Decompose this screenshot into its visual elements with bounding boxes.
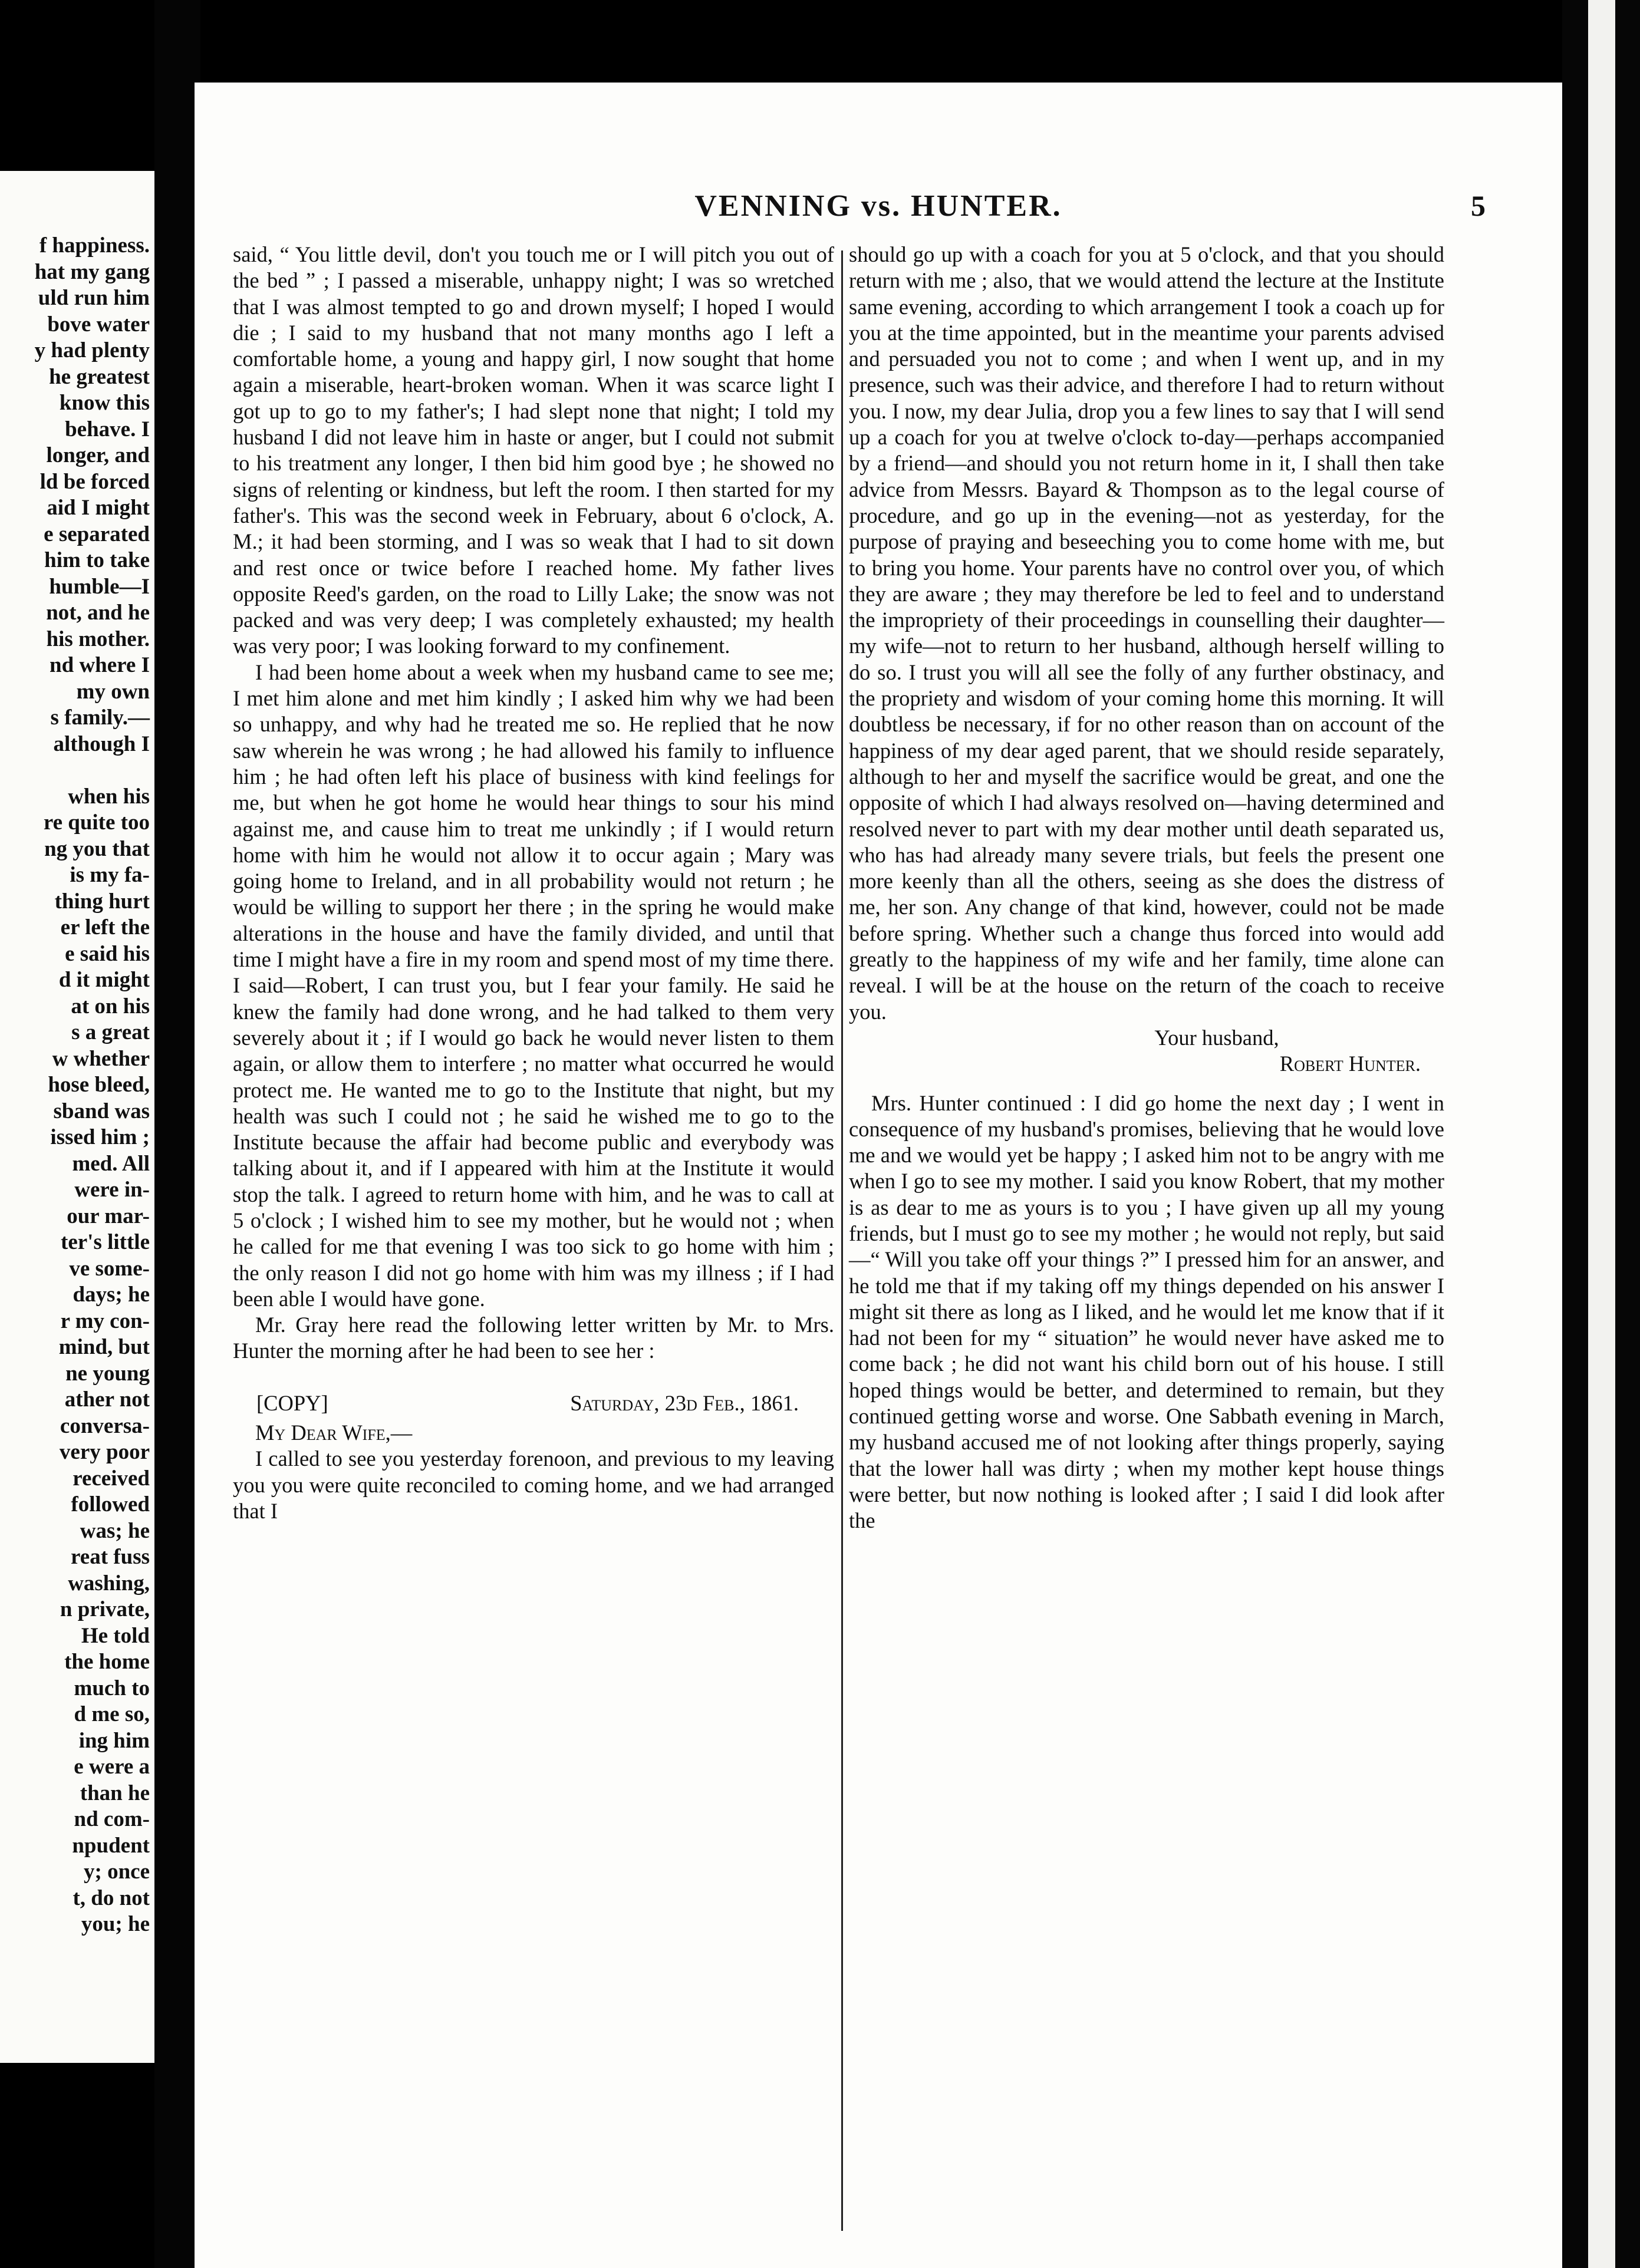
letter-signature: Robert Hunter. [1279, 1051, 1421, 1076]
facing-page-line: uld run him [38, 286, 150, 310]
facing-page-line: sband was [53, 1099, 150, 1123]
facing-page-line: He told [81, 1623, 150, 1648]
facing-page-line: my own [76, 679, 150, 704]
text-column-left [233, 242, 834, 1524]
facing-page-line: y; once [84, 1860, 150, 1884]
facing-page-line: y had plenty [34, 338, 150, 362]
paragraph: should go up with a coach for you at 5 o'clock, and that you should return with me ; also, that we would attend the lecture at the Institute same evening, according to which arrangement I took a coach up for you at the time appointed, but in the meantime your parents advised and persuaded you not to come ; and when I went up, and in my presence, such was their advice, and therefore I had to return without you. I now, my dear Julia, drop you a few lines to say that I will send up a coach for you at twelve o'clock to-day—perhaps accompanied by a friend—and should you not return home in it, I shall then take advice from Messrs. Bayard & Thompson as to the legal course of procedure, and go up in the evening—not as yesterday, for the purpose of praying and beseeching you to come home with me, but to bring you home. Your parents have no control over you, of which they are aware ; they may therefore be led to feel and to understand the impropriety of their proceedings in counselling their daughter—my wife—not to return to her husband, although herself willing to do so. I trust you will all see the folly of any further obstinacy, and the propriety and wisdom of your coming home this morning. It will doubtless be necessary, if for no other reason than on account of the happiness of my dear aged parent, that we should reside separately, although to her and myself the sacrifice would be great, and one the opposite of which I had always resolved on—having determined and resolved never to part with my dear mother until death separated us, who has had already many severe trials, but feels the present one more keenly than all the others, seeing as she does the distress of me, her son. Any change of that kind, however, could not be made before spring. Whether such a change thus forced into would add greatly to the happiness of my wife and her family, time alone can reveal. I will be at the house on the return of the coach to receive you. [849, 242, 1444, 1024]
facing-page-line: know this [59, 391, 150, 415]
page-edge [1562, 0, 1640, 2268]
paragraph: I had been home about a week when my husband came to see me; I met him alone and met him kindly ; I asked him why we had been so unhappy, and why had he treated me so. He replied that he now saw wherein he was wrong ; he had allowed his family to influence him ; he had often left his place of business with kind feelings for me, but when he got home he would hear things to sour his mind against me, and cause him to treat me unkindly ; if I would return home with him he would not allow it to occur again ; Mary was going home to Ireland, and in all probability would not return ; he would be willing to support her there ; in the spring he would make alterations in the house and have the family divided, and until that time I might have a fire in my room and spend most of my time there. I said—Robert, I can trust you, but I fear your family. He said he knew the family had done wrong, and he had talked to them very severely about it ; if I would go back he would never listen to them again, or allow them to interfere ; no matter what occurred he would protect me. He wanted me to go to the Institute that night, but my health was such I could not ; he said he wished me to go to the Institute because the affair had become public and everybody was talking about it, and if I appeared with him at the Institute it would stop the talk. I agreed to return home with him, and he was to call at 5 o'clock ; I wished him to see my mother, but he would not ; when he called for me that evening I was too sick to go home with him ; the only reason I did not go home with him was my illness ; if I had been able I would have gone. [233, 660, 834, 1311]
facing-page-line: behave. I [65, 417, 150, 441]
copy-label: [COPY] [256, 1390, 328, 1415]
facing-page-line: ter's little [61, 1230, 150, 1254]
facing-page-line: e separated [44, 522, 150, 546]
facing-page-line: you; he [81, 1912, 150, 1936]
facing-page-line: er left the [60, 915, 150, 939]
facing-page-line: very poor [59, 1440, 150, 1464]
facing-page-line: nd com- [74, 1807, 150, 1831]
facing-page-line: days; he [73, 1283, 150, 1307]
facing-page-line: when his [68, 784, 150, 809]
facing-page-line: than he [80, 1781, 150, 1805]
letter-date: Saturday, 23d Feb., 1861. [570, 1390, 799, 1415]
facing-page-line: s family.— [50, 706, 150, 730]
facing-page-line: thing hurt [54, 889, 150, 914]
facing-page-line: w whether [52, 1046, 150, 1071]
paragraph: Mrs. Hunter continued : I did go home the next day ; I went in consequence of my husband's promises, believing that he would love me and we would yet be happy ; I asked him not to be angry with me when I go to see my mother. I said you know Robert, that my mother is as dear to me as yours is to you ; I have given up all my young friends, but I must go to see my mother ; he would not reply, but said—“ Will you take off your things ?” I pressed him for an answer, and he told me that if my taking off my things depended on his answer I might sit there as long as I liked, and he would let me know that if it had not been for my “ situation” he would never have asked me to come back ; he did not want his child born out of his house. I still hoped things would be better, and determined to remain, but they continued getting worse and worse. One Sabbath evening in March, my husband accused me of not looking after things properly, saying that the lower hall was dirty ; when my mother kept house things were better, but now nothing is looked after ; I said I did look after the [849, 1090, 1444, 1533]
facing-page-line: issed him ; [50, 1125, 150, 1149]
facing-page-line: much to [74, 1676, 150, 1700]
facing-page-line: although I [53, 731, 150, 756]
facing-page-line: r my con- [60, 1308, 150, 1333]
letter-heading [233, 1390, 834, 1416]
paragraph: said, “ You little devil, don't you touch me or I will pitch you out of the bed ” ; I passed a miserable, unhappy night; I was so wretched that I was almost tempted to go and drown myself; I hoped I would die ; I said to my husband that not many months ago I left a comfortable home, a young and happy girl, I now sought that home again a miserable, heart-broken woman. When it was scarce light I got up to go to my father's; I had slept none that night; I told my husband I did not leave him in haste or anger, but I could not submit to his treatment any longer, I then bid him good bye ; he showed no signs of relenting or kindness, but left the room. I then started for my father's. This was the second week in February, about 6 o'clock, A. M.; it had been storming, and I was so weak that I had to sit down and rest once or twice before I reached home. My father lives opposite Reed's garden, on the road to Lilly Lake; the snow was not packed and was very deep; I was completely exhausted; my health was very poor; I was looking forward to my confinement. [233, 242, 834, 658]
facing-page-line: received [73, 1466, 150, 1491]
facing-page-line: f happiness. [39, 233, 150, 258]
facing-page-line: med. All [72, 1151, 150, 1176]
facing-page-line: he greatest [49, 364, 150, 389]
facing-page-line: ng you that [44, 836, 150, 861]
running-head: VENNING vs. HUNTER. [694, 189, 1062, 223]
page-header [195, 189, 1562, 242]
facing-page-line: e said his [65, 941, 150, 966]
facing-page-line: aid I might [47, 496, 150, 520]
page-number: 5 [1471, 189, 1486, 222]
text-column-right [849, 242, 1444, 1534]
facing-page-line: e were a [74, 1755, 150, 1779]
letter-salutation: My Dear Wife,— [255, 1420, 413, 1445]
facing-page-line: ather not [64, 1387, 150, 1412]
facing-page-line: washing, [68, 1571, 150, 1595]
facing-page-line: his mother. [46, 627, 150, 651]
facing-page-line: n private, [60, 1597, 150, 1621]
paragraph: I called to see you yesterday forenoon, and previous to my leaving you you were quite reconciled to coming home, and we had arranged that I [233, 1446, 834, 1523]
facing-page-line: mind, but [58, 1335, 150, 1359]
document-page [195, 83, 1562, 2268]
facing-page-line: t, do not [73, 1885, 150, 1910]
facing-page-line: our mar- [67, 1204, 150, 1228]
facing-page-line: the home [64, 1650, 150, 1674]
facing-page-line: hose bleed, [48, 1073, 150, 1097]
letter-closing: Your husband, [1154, 1025, 1279, 1050]
book-gutter [154, 0, 200, 2268]
facing-page-line: conversa- [60, 1413, 150, 1438]
facing-page-line: at on his [71, 994, 150, 1018]
facing-page-line: ve some- [69, 1256, 150, 1281]
facing-page-line: humble—I [49, 574, 150, 599]
facing-page-line: followed [71, 1492, 150, 1517]
facing-page-line: hat my gang [34, 259, 150, 284]
facing-page-fragment [0, 171, 154, 2063]
facing-page-line: bove water [47, 312, 150, 337]
facing-page-line: were in- [74, 1178, 150, 1202]
facing-page-line: s a great [71, 1020, 150, 1044]
paragraph: Mr. Gray here read the following letter written by Mr. to Mrs. Hunter the morning after he had been to see her : [233, 1313, 834, 1363]
facing-page-line: ne young [65, 1361, 150, 1386]
facing-page-line: d me so, [74, 1702, 150, 1726]
facing-page-line: nd where I [50, 653, 150, 677]
facing-page-line: npudent [72, 1833, 150, 1858]
facing-page-line: longer, and [46, 443, 150, 467]
facing-page-line: re quite too [43, 810, 150, 835]
facing-page-line: ing him [78, 1728, 150, 1753]
facing-page-line: was; he [80, 1518, 150, 1543]
facing-page-line: him to take [44, 548, 150, 572]
facing-page-line: reat fuss [71, 1545, 150, 1569]
column-rule [841, 250, 843, 2231]
facing-page-line: d it might [58, 968, 150, 992]
facing-page-line: ld be forced [39, 469, 150, 494]
facing-page-line: is my fa- [70, 863, 150, 887]
facing-page-line: not, and he [46, 601, 150, 625]
